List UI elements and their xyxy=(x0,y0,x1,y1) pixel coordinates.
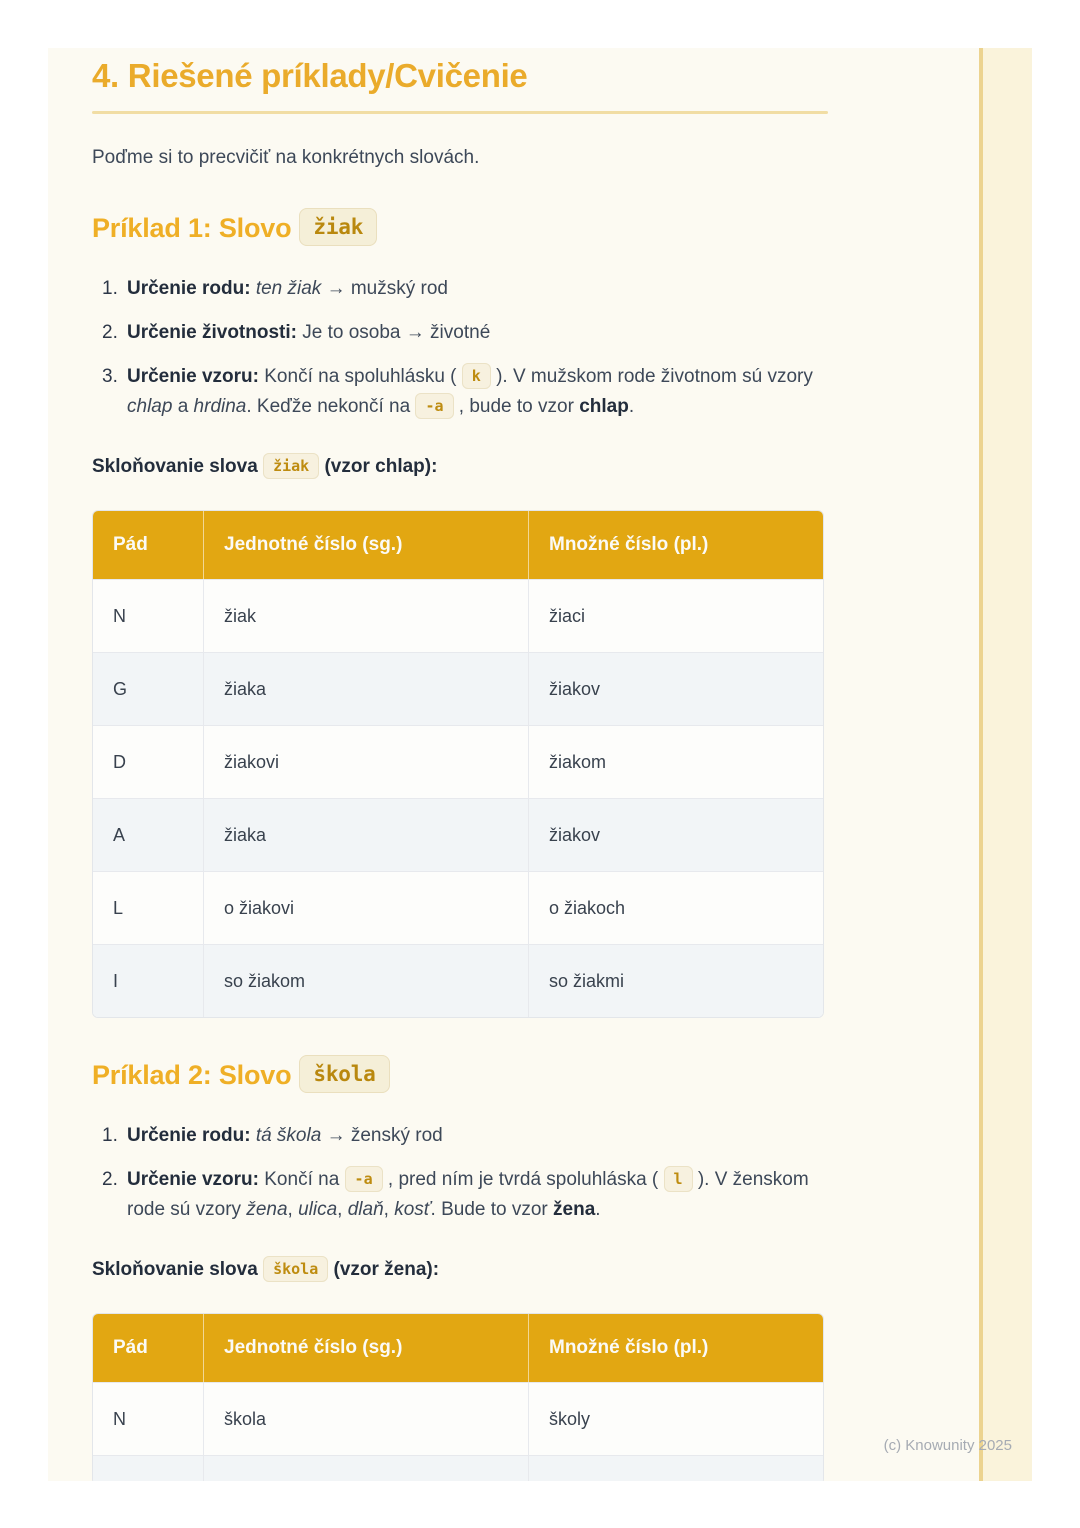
inline-code-chip: škola xyxy=(263,1256,328,1282)
text-segment: Určenie rodu: xyxy=(127,278,251,299)
text-segment: → ženský rod xyxy=(321,1125,443,1146)
text-segment: Určenie rodu: xyxy=(127,1125,251,1146)
text-segment: , bude to vzor xyxy=(453,396,580,417)
step-item xyxy=(92,274,828,304)
text-segment: , xyxy=(383,1199,395,1220)
text-segment: , xyxy=(337,1199,348,1220)
example2-declension-label xyxy=(92,1255,828,1285)
page-content xyxy=(92,48,828,1481)
table-row xyxy=(93,798,823,871)
text-segment: ). V mužskom rode životnom sú vzory xyxy=(490,366,813,387)
example1-declension-label xyxy=(92,452,828,482)
example1-word-chip: žiak xyxy=(299,208,377,246)
column-header: Množné číslo (pl.) xyxy=(528,1314,823,1382)
example2-heading xyxy=(92,1054,828,1095)
page-edge-band xyxy=(979,48,1032,1481)
table-cell xyxy=(203,1455,528,1481)
table-cell: N xyxy=(93,579,203,652)
text-segment: (vzor chlap): xyxy=(319,456,438,477)
column-header: Pád xyxy=(93,511,203,579)
table-row xyxy=(93,871,823,944)
inline-code-chip: -a xyxy=(345,1166,383,1192)
text-segment: , pred ním je tvrdá spoluhláska ( xyxy=(382,1169,664,1190)
text-segment: chlap xyxy=(579,396,629,417)
inline-code-chip: žiak xyxy=(263,453,319,479)
intro-text: Poďme si to precvičiť na konkrétnych slovách. xyxy=(92,147,480,168)
table-cell: D xyxy=(93,725,203,798)
table-row xyxy=(93,652,823,725)
table-cell: žiaka xyxy=(203,652,528,725)
text-segment: ten žiak xyxy=(255,278,322,299)
text-segment: Skloňovanie slova xyxy=(92,456,264,477)
example2-declension-table xyxy=(93,1314,823,1481)
example2-heading-text: Príklad 2: Slovo xyxy=(92,1060,292,1090)
text-segment: Je to osoba → životné xyxy=(296,322,491,343)
text-segment: Skloňovanie slova xyxy=(92,1259,264,1280)
text-segment: žena xyxy=(553,1199,596,1220)
step-item xyxy=(92,1165,828,1225)
column-header: Jednotné číslo (sg.) xyxy=(203,1314,528,1382)
table-cell: N xyxy=(93,1382,203,1455)
table-cell: žiak xyxy=(203,579,528,652)
column-header: Jednotné číslo (sg.) xyxy=(203,511,528,579)
table-row xyxy=(93,725,823,798)
text-segment: ulica xyxy=(298,1199,338,1220)
table-cell: žiaka xyxy=(203,798,528,871)
table-cell: I xyxy=(93,944,203,1017)
inline-code-chip: k xyxy=(462,363,491,389)
step-item xyxy=(92,362,828,422)
text-segment: Končí na spoluhlásku ( xyxy=(258,366,462,387)
table-cell xyxy=(93,1455,203,1481)
text-segment: ). V ženskom rode sú vzory xyxy=(127,1169,809,1220)
copyright: (c) Knowunity 2025 xyxy=(883,1437,1012,1454)
text-segment: a xyxy=(172,396,194,417)
table-cell: o žiakovi xyxy=(203,871,528,944)
text-segment: → mužský rod xyxy=(321,278,448,299)
text-segment: . xyxy=(628,396,635,417)
text-segment: kosť xyxy=(394,1199,431,1220)
example1-declension-table xyxy=(93,511,823,1017)
example2-steps xyxy=(92,1121,828,1225)
table-cell: A xyxy=(93,798,203,871)
table-cell: škola xyxy=(203,1382,528,1455)
table-cell: žiakov xyxy=(528,798,823,871)
table-cell: so žiakmi xyxy=(528,944,823,1017)
text-segment: žena xyxy=(246,1199,288,1220)
text-segment: chlap xyxy=(127,396,173,417)
table-header-row xyxy=(93,511,823,579)
text-segment: dlaň xyxy=(347,1199,384,1220)
text-segment: . xyxy=(595,1199,601,1220)
text-segment: Končí na xyxy=(258,1169,345,1190)
text-segment: Určenie vzoru: xyxy=(127,366,259,387)
text-segment: . Bude to vzor xyxy=(430,1199,554,1220)
table-cell: školy xyxy=(528,1382,823,1455)
table-cell: žiakov xyxy=(528,652,823,725)
example1-heading-text: Príklad 1: Slovo xyxy=(92,213,292,243)
table-row xyxy=(93,1382,823,1455)
text-segment: Určenie životnosti: xyxy=(127,322,297,343)
table-cell xyxy=(528,1455,823,1481)
page-title: 4. Riešené príklady/Cvičenie xyxy=(92,57,528,94)
table-cell: L xyxy=(93,871,203,944)
example1-declension-table-wrap xyxy=(92,510,824,1018)
inline-code-chip: -a xyxy=(415,393,453,419)
table-row xyxy=(93,944,823,1017)
text-segment: , xyxy=(287,1199,299,1220)
table-cell: G xyxy=(93,652,203,725)
table-cell: so žiakom xyxy=(203,944,528,1017)
table-header-row xyxy=(93,1314,823,1382)
text-segment: Určenie vzoru: xyxy=(127,1169,259,1190)
table-row xyxy=(93,579,823,652)
example1-steps xyxy=(92,274,828,422)
step-item xyxy=(92,318,828,348)
text-segment: . Keďže nekončí na xyxy=(246,396,416,417)
table-cell: žiakovi xyxy=(203,725,528,798)
title-underline xyxy=(92,111,828,114)
example1-heading xyxy=(92,207,828,248)
column-header: Pád xyxy=(93,1314,203,1382)
table-cell: žiakom xyxy=(528,725,823,798)
worksheet-page xyxy=(48,48,1032,1481)
table-row-partial xyxy=(93,1455,823,1481)
example2-declension-table-wrap xyxy=(92,1313,824,1481)
table-cell: o žiakoch xyxy=(528,871,823,944)
step-item xyxy=(92,1121,828,1151)
table-cell: žiaci xyxy=(528,579,823,652)
text-segment: tá škola xyxy=(255,1125,322,1146)
example2-word-chip: škola xyxy=(299,1055,389,1093)
text-segment: (vzor žena): xyxy=(328,1259,440,1280)
inline-code-chip: l xyxy=(664,1166,693,1192)
text-segment: hrdina xyxy=(193,396,247,417)
column-header: Množné číslo (pl.) xyxy=(528,511,823,579)
